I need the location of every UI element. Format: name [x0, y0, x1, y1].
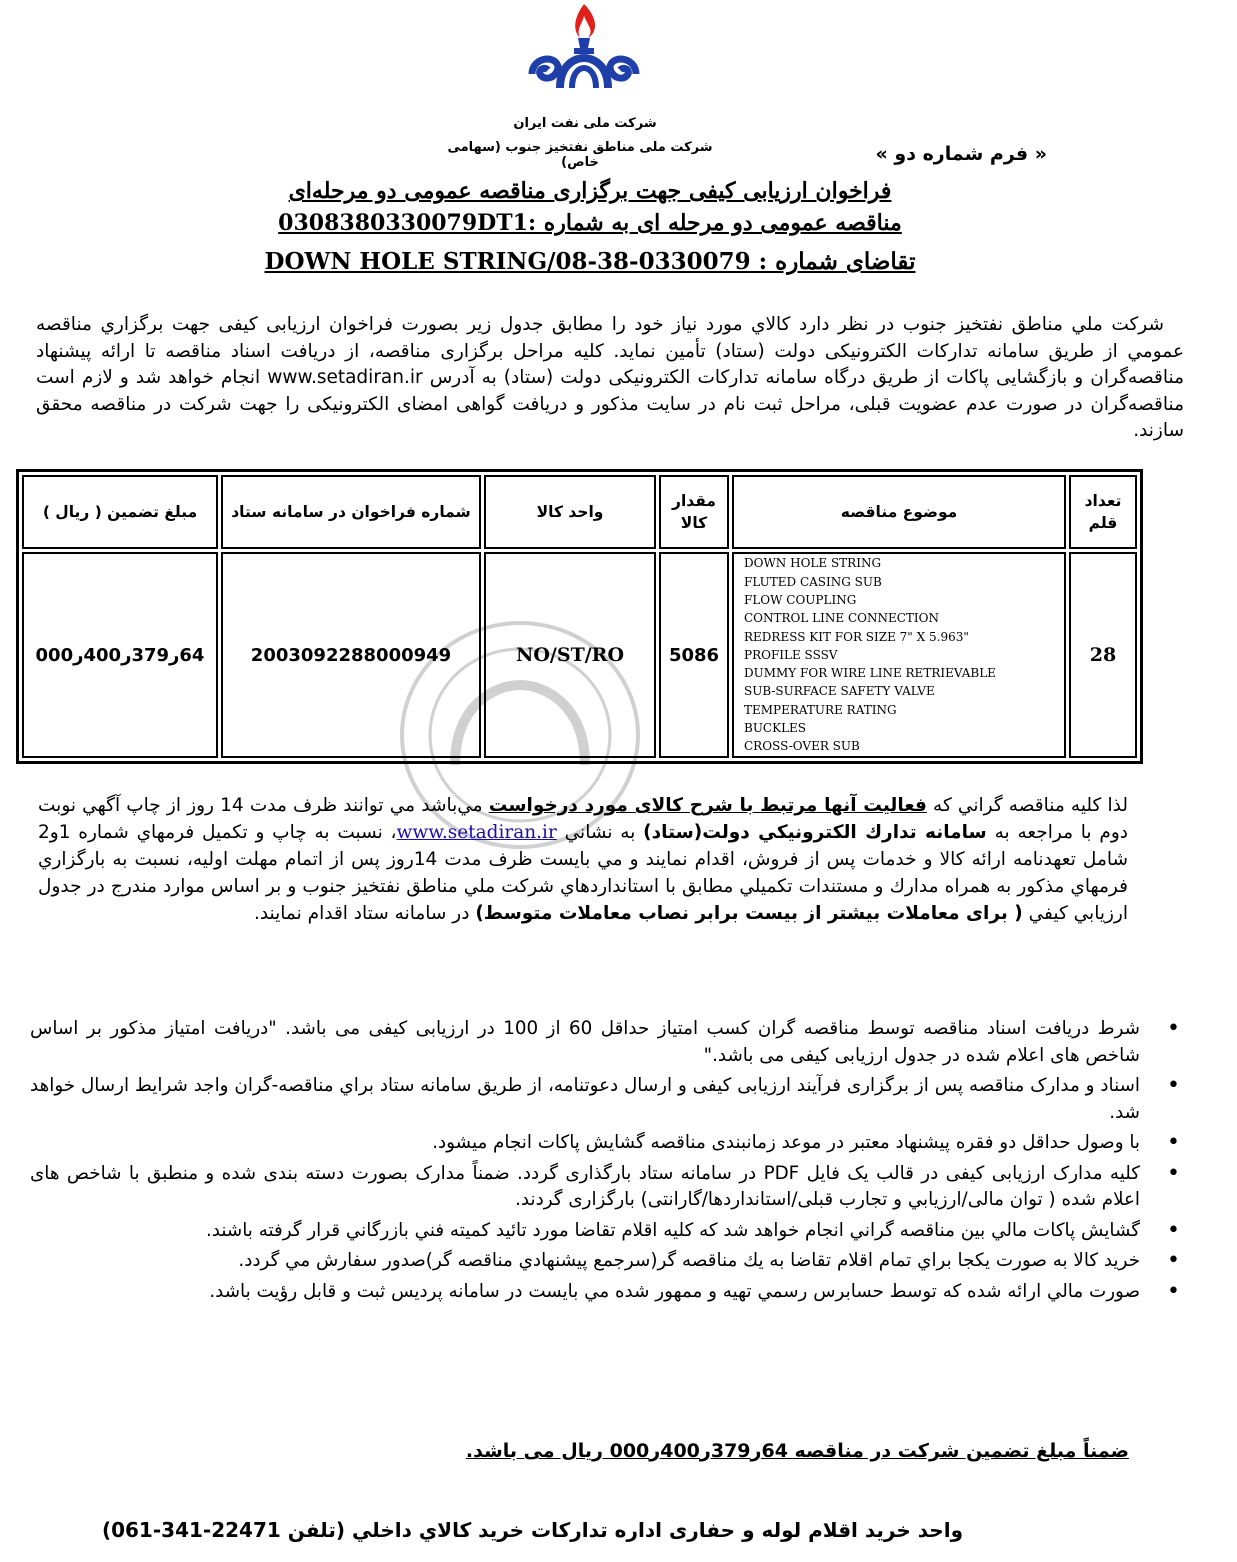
- footer-contact: واحد خريد اقلام لوله و حفاری اداره تداركات خريد كالاي داخلي (تلفن 22471-341-061): [101, 1518, 963, 1542]
- list-item: • صورت مالي ارائه شده كه توسط حسابرس رسمي تهيه و ممهور شده مي بايست در سامانه پرديس ثبت و قابل رؤيت باشد.: [30, 1279, 1140, 1306]
- header-items-count: تعداد قلم: [1069, 475, 1137, 549]
- title-line-2: مناقصه عمومی دو مرحله ای به شماره :0308380330079DT1: [278, 210, 902, 236]
- subject-line: REDRESS KIT FOR SIZE 7" X 5.963": [744, 629, 969, 644]
- title-line-3: تقاضای شماره : DOWN HOLE STRING/08-38-0330079: [264, 248, 916, 275]
- subject-line: SUB-SURFACE SAFETY VALVE: [744, 684, 935, 699]
- header-guarantee: مبلغ تضمين ( ريال ): [22, 475, 218, 549]
- company-name: شرکت ملی نفت ایران: [513, 116, 657, 131]
- list-item: • شرط دریافت اسناد مناقصه توسط مناقصه گران کسب امتیاز حداقل 60 از 100 در ارزیابی کیفی می باشد. "دریافت امتیاز مذکور بر اساس شاخص های اعلام شده در جدول ارزیابی کیفی می باشد.": [30, 1016, 1140, 1069]
- subject-line: CROSS-OVER SUB: [744, 739, 860, 754]
- subject-line: BUCKLES: [744, 721, 807, 736]
- cell-setad-number: 2003092288000949: [221, 552, 481, 758]
- p1-bold-activity: فعاليت آنها مرتبط با شرح کالای مورد درخواست: [488, 795, 927, 816]
- intro-paragraph: شرکت ملي مناطق نفتخيز جنوب در نظر دارد کالاي مورد نياز خود را مطابق جدول زير بصورت فراخوان ارزيابی کيفی جهت برگزاري مناقصه عمومي از طريق سامانه تدارکات الکترونيکی دولت (ستاد) تأمين نمايد. کليه مراحل برگزاری مناقصه، از دريافت اسناد مناقصه تا ارائه پيشنهاد مناقصه‌گران و بازگشايی پاکات از طريق درگاه سامانه تدارکات الکترونيکی دولت (ستاد) به آدرس www.setadiran.ir انجام خواهد شد و لازم است مناقصه‌گران در صورت عدم عضويت قبلی، مراحل ثبت نام در سايت مذکور و دريافت گواهی امضای الکترونيکی را جهت شرکت در مناقصه محقق سازند.: [36, 314, 1184, 441]
- list-item: • کلیه مدارک ارزیابی کیفی در قالب یک فایل PDF در سامانه ستاد بارگذاری گردد. ضمناً مدارک بصورت دسته بندی شده و منطبق با شاخص های اعلام شده ( توان مالی/ارزيابي و تجارب قبلی/استانداردها/گارانتی) بارگزاری گردند.: [30, 1161, 1140, 1214]
- p1-text-d: ، نسبت به چاپ و تکميل فرمهاي شماره 1و2 شامل تعهدنامه ارائه کالا و خدمات پس از فروش، اقدام نمايند و مي بايست ظرف مدت 14روز پس از اتمام مهلت اوليه، نسبت به بارگزاري فرمهاي مذکور به همراه مدارك و مستندات تكميلي مطابق با استانداردهاي شركت ملي مناطق نفتخيز جنوب و بر اساس موارد مندرج در جدول ارزيابي كيفي: [38, 822, 1128, 924]
- subject-line: TEMPERATURE RATING: [744, 702, 897, 717]
- header-subject: موضوع مناقصه: [732, 475, 1066, 549]
- header-unit: واحد کالا: [484, 475, 656, 549]
- cell-unit: NO/ST/RO: [484, 552, 656, 758]
- cell-subject: [732, 552, 1066, 758]
- p1-text-e: در سامانه ستاد اقدام نمايند.: [253, 903, 476, 924]
- instructions-paragraph: [38, 792, 1128, 927]
- subsidiary-name: شرکت ملی مناطق نفتخیز جنوب (سهامی خاص): [447, 140, 713, 170]
- title-line-1: فراخوان ارزیابی کیفی جهت برگزاری مناقصه عمومی دو مرحله‌ای: [288, 178, 892, 204]
- guarantee-note: ضمناً مبلغ تضمین شرکت در مناقصه 64ر379ر400ر000 ریال می باشد.: [465, 1440, 1129, 1462]
- p1-bold-threshold: ( براى معاملات بيشتر از بيست برابر نصاب معاملات متوسط): [475, 903, 1023, 924]
- p1-text-a: لذا کليه مناقصه گراني که: [926, 795, 1128, 816]
- list-item: • خريد كالا به صورت يكجا براي تمام اقلام تقاضا به يك مناقصه گر(سرجمع پيشنهادي مناقصه گر)صدور سفارش مي گردد.: [30, 1248, 1140, 1275]
- form-number: « فرم شماره دو »: [875, 143, 1047, 165]
- cell-guarantee: 64ر379ر400ر000: [22, 552, 218, 758]
- tender-table: [16, 469, 1143, 764]
- subject-line: CONTROL LINE CONNECTION: [744, 611, 940, 626]
- list-item: • اسناد و مدارک مناقصه پس از برگزاری فرآیند ارزیابی کیفی و ارسال دعوتنامه، از طریق سامانه ستاد براي مناقصه-گران واجد شرايط ارسال خواهد شد.: [30, 1073, 1140, 1126]
- header-quantity: مقدار کالا: [659, 475, 729, 549]
- subject-line: PROFILE SSSV: [744, 647, 838, 662]
- cell-quantity: 5086: [659, 552, 729, 758]
- table-header-row: [22, 475, 1137, 549]
- p1-bold-setad: سامانه تدارك الكترونيكي دولت(ستاد): [643, 822, 987, 843]
- header-setad-number: شماره فراخوان در سامانه ستاد: [221, 475, 481, 549]
- list-item: • گشايش پاكات مالي بين مناقصه گراني انجام خواهد شد كه كليه اقلام تقاضا مورد تائيد كميته فني بازرگاني قرار گرفته باشند.: [30, 1218, 1140, 1245]
- table-row: [22, 552, 1137, 758]
- nioc-logo: [528, 2, 640, 98]
- p1-text-c: به نشاني: [556, 822, 644, 843]
- subject-line: FLUTED CASING SUB: [744, 574, 882, 589]
- subject-line: DUMMY FOR WIRE LINE RETRIEVABLE: [744, 666, 996, 681]
- conditions-list: [30, 1016, 1188, 1309]
- p1-text-b: مي‌باشد مي توانند ظرف مدت 14 روز از چاپ آگهي نوبت دوم با مراجعه به: [38, 795, 1129, 843]
- subject-list: [744, 554, 1060, 755]
- cell-items-count: 28: [1069, 552, 1137, 758]
- subject-line: DOWN HOLE STRING: [744, 556, 882, 571]
- list-item: • با وصول حداقل دو فقره پیشنهاد معتبر در موعد زمانبندی مناقصه گشایش پاکات انجام میشود.: [30, 1130, 1140, 1157]
- subject-line: FLOW COUPLING: [744, 592, 857, 607]
- setadiran-link[interactable]: www.setadiran.ir: [396, 822, 557, 843]
